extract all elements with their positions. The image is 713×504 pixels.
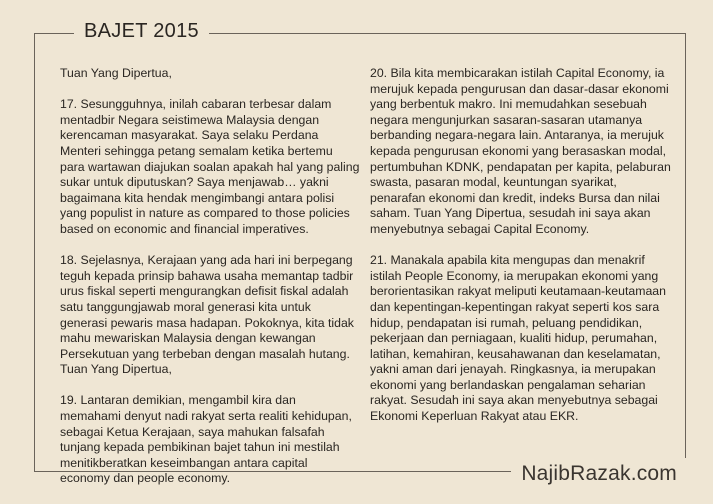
paragraph-21: 21. Manakala apabila kita mengupas dan menakrif istilah People Economy, ia merupakan ekonomi yang berorientasikan rakyat meliputi keutamaan-keutamaan dan kepentingan-kepentingan rakyat seperti kos sara hidup, pendapatan isi rumah, peluang pendidikan, pekerjaan dan perniagaan, kualiti hidup, perumahan, latihan, kemahiran, keusahawanan dan keselamatan, yakni aman dari jenayah. Ringkasnya, ia merupakan ekonomi yang berlandaskan pengalaman seharian rakyat. Sesudah ini saya akan menyebutnya sebagai Ekonomi Keperluan Rakyat atau EKR. bbox=[370, 253, 666, 424]
left-column bbox=[60, 66, 360, 487]
right-column bbox=[370, 66, 672, 425]
brand-watermark: NajibRazak.com bbox=[511, 458, 687, 490]
paragraph-19: 19. Lantaran demikian, mengambil kira dan memahami denyut nadi rakyat serta realiti kehidupan, sebagai Ketua Kerajaan, saya mahukan falsafah tunjang kepada pembikinan bajet tahun ini mestilah menitikberatkan keseimbangan antara capital economy dan people economy. bbox=[60, 393, 352, 486]
salutation: Tuan Yang Dipertua, bbox=[60, 362, 172, 377]
paragraph-17: 17. Sesungguhnya, inilah cabaran terbesar dalam mentadbir Negara seistimewa Malaysia dengan kerencaman masyarakat. Saya selaku Perdana Menteri sehingga petang semalam ketika bertemu para wartawan diajukan soalan apakah hal yang paling sukar untuk diputuskan? Saya menjawab… yakni bagaimana kita hendak mengimbangi antara polisi yang populist in nature as compared to those policies based on economic and financial imperatives. bbox=[60, 97, 360, 236]
document-title: BAJET 2015 bbox=[74, 18, 209, 44]
paragraph-18: 18. Sejelasnya, Kerajaan yang ada hari ini berpegang teguh kepada prinsip bahawa usaha memantap tadbir urus fiskal seperti mengurangkan defisit fiskal adalah satu tanggungjawab moral generasi kita untuk generasi pewaris masa hadapan. Pokoknya, kita tidak mahu mewariskan Malaysia dengan kewangan Persekutuan yang terbeban dengan masalah hutang. bbox=[60, 253, 354, 361]
paragraph-20: 20. Bila kita membicarakan istilah Capital Economy, ia merujuk kepada pengurusan dan dasar-dasar ekonomi yang berbentuk makro. Ini memudahkan sesebuah negara mengunjurkan sasaran-sasaran utamanya berbanding negara-negara lain. Antaranya, ia merujuk kepada pengurusan ekonomi yang berasaskan modal, pertumbuhan KDNK, pendapatan per kapita, pelaburan swasta, pasaran modal, keuntungan syarikat, penarafan ekonomi dan kredit, indeks Bursa dan nilai saham. Tuan Yang Dipertua, sesudah ini saya akan menyebutnya sebagai Capital Economy. bbox=[370, 66, 671, 236]
salutation: Tuan Yang Dipertua, bbox=[60, 66, 172, 80]
